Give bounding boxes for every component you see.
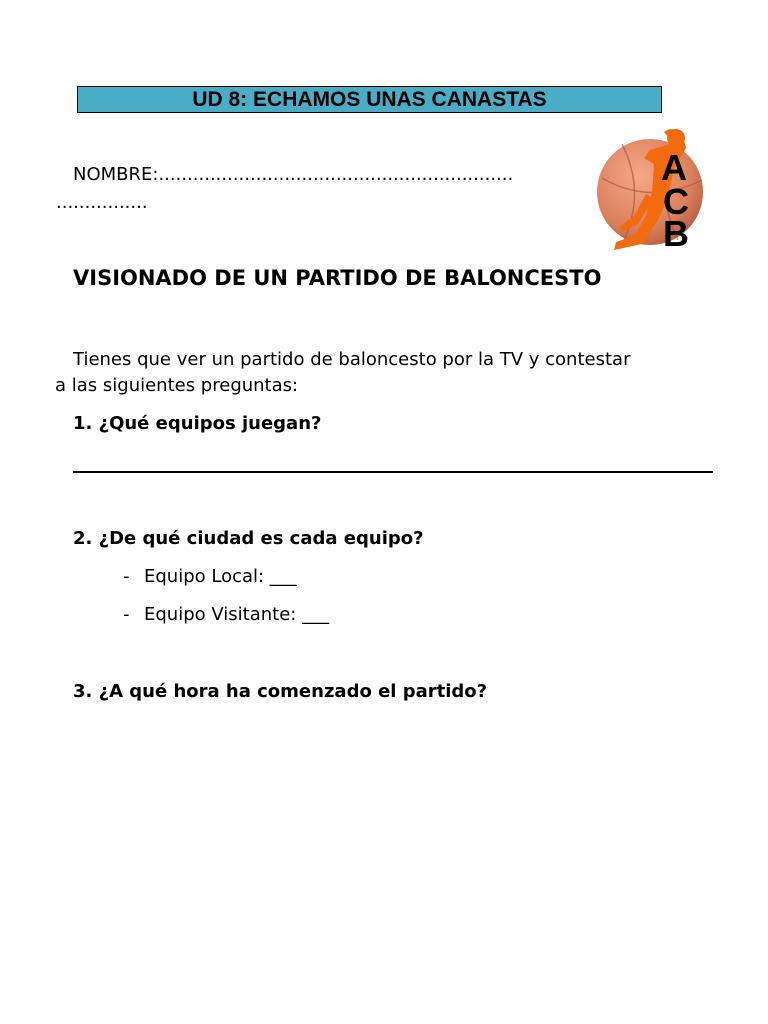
list-dash: - [123, 604, 130, 625]
logo-letter-a: A [661, 147, 687, 188]
section-title: VISIONADO DE UN PARTIDO DE BALONCESTO [73, 266, 602, 290]
equipo-local-label: Equipo Local: ___ [144, 566, 297, 587]
name-field-line2: ................ [56, 192, 148, 213]
answer-line [73, 471, 713, 473]
name-field-line1: NOMBRE:.............................................................. [73, 164, 514, 185]
question-3: 3. ¿A qué hora ha comenzado el partido? [73, 681, 488, 702]
list-item [123, 604, 329, 625]
question-2: 2. ¿De qué ciudad es cada equipo? [73, 528, 424, 549]
question-1: 1. ¿Qué equipos juegan? [73, 413, 322, 434]
equipo-visitante-label: Equipo Visitante: ___ [144, 604, 330, 625]
intro-line2: a las siguientes preguntas: [55, 375, 299, 396]
acb-basketball-logo-icon [594, 128, 706, 250]
list-item [123, 566, 297, 587]
list-dash: - [123, 566, 130, 587]
worksheet-title [77, 86, 662, 113]
logo-letter-b: B [663, 213, 689, 250]
logo-letter-c: C [663, 181, 689, 222]
intro-line1: Tienes que ver un partido de baloncesto por la TV y contestar [73, 349, 631, 370]
worksheet-title-text: UD 8: ECHAMOS UNAS CANASTAS [192, 87, 547, 111]
